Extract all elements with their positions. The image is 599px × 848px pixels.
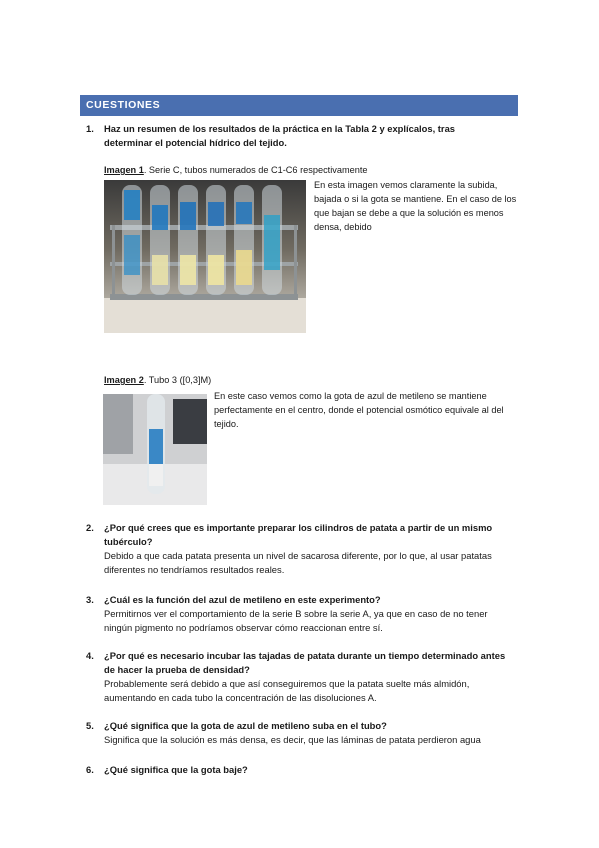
- question-title: ¿Qué significa que la gota baje?: [104, 764, 248, 775]
- question-title: ¿Cuál es la función del azul de metileno en este experimento?: [104, 594, 381, 605]
- question-number: 4.: [86, 650, 94, 661]
- image-2-caption-text: . Tubo 3 ([0,3]M): [143, 375, 212, 385]
- question-3: [86, 593, 506, 635]
- test-tubes-photo: [104, 180, 306, 333]
- question-answer: Debido a que cada patata presenta un nivel de sacarosa diferente, por lo que, al usar patatas diferentes no tendríamos resultados reales.: [104, 550, 492, 575]
- image-1-label: Imagen 1: [104, 165, 144, 175]
- section-header: [80, 95, 518, 116]
- image-1-caption: [104, 165, 368, 175]
- question-number: 1.: [86, 123, 94, 134]
- question-title: ¿Por qué es necesario incubar las tajadas de patata durante un tiempo determinado antes de hacer la prueba de densidad?: [104, 650, 506, 675]
- image-1-description: En esta imagen vemos claramente la subida, bajada o si la gota se mantiene. En el caso de los que bajan se debe a que la solución es menos densa, debido: [314, 180, 517, 232]
- question-2: [86, 521, 506, 577]
- image-2-description: En este caso vemos como la gota de azul de metileno se mantiene perfectamente en el centro, donde el potencial osmótico equivale al del tejido.: [214, 391, 504, 429]
- question-answer: Significa que la solución es más densa, es decir, que las láminas de patata perdieron agua: [104, 734, 481, 745]
- question-1: [86, 122, 506, 150]
- question-number: 5.: [86, 720, 94, 731]
- question-6: [86, 763, 506, 777]
- question-answer: Permitirnos ver el comportamiento de la serie B sobre la serie A, ya que en caso de no tener ningún pigmento no podríamos observar cómo reaccionan entre sí.: [104, 608, 488, 633]
- image-1-caption-text: . Serie C, tubos numerados de C1-C6 respectivamente: [143, 165, 368, 175]
- question-answer: Probablemente será debido a que así conseguiremos que la patata suelte más almidón, aumentando en cada tubo la concentración de las disoluciones A.: [104, 678, 470, 703]
- question-5: [86, 719, 506, 747]
- question-title: ¿Por qué crees que es importante preparar los cilindros de patata a partir de un mismo tubérculo?: [104, 522, 493, 547]
- question-number: 2.: [86, 522, 94, 533]
- question-4: [86, 649, 506, 705]
- single-tube-photo: [103, 394, 207, 505]
- image-2-caption: [104, 375, 211, 385]
- section-title: CUESTIONES: [86, 99, 161, 111]
- question-title: ¿Qué significa que la gota de azul de metileno suba en el tubo?: [104, 720, 387, 731]
- image-2-label: Imagen 2: [104, 375, 144, 385]
- question-number: 6.: [86, 764, 94, 775]
- question-title: Haz un resumen de los resultados de la práctica en la Tabla 2 y explícalos, tras determinar el potencial hídrico del tejido.: [104, 123, 456, 148]
- question-number: 3.: [86, 594, 94, 605]
